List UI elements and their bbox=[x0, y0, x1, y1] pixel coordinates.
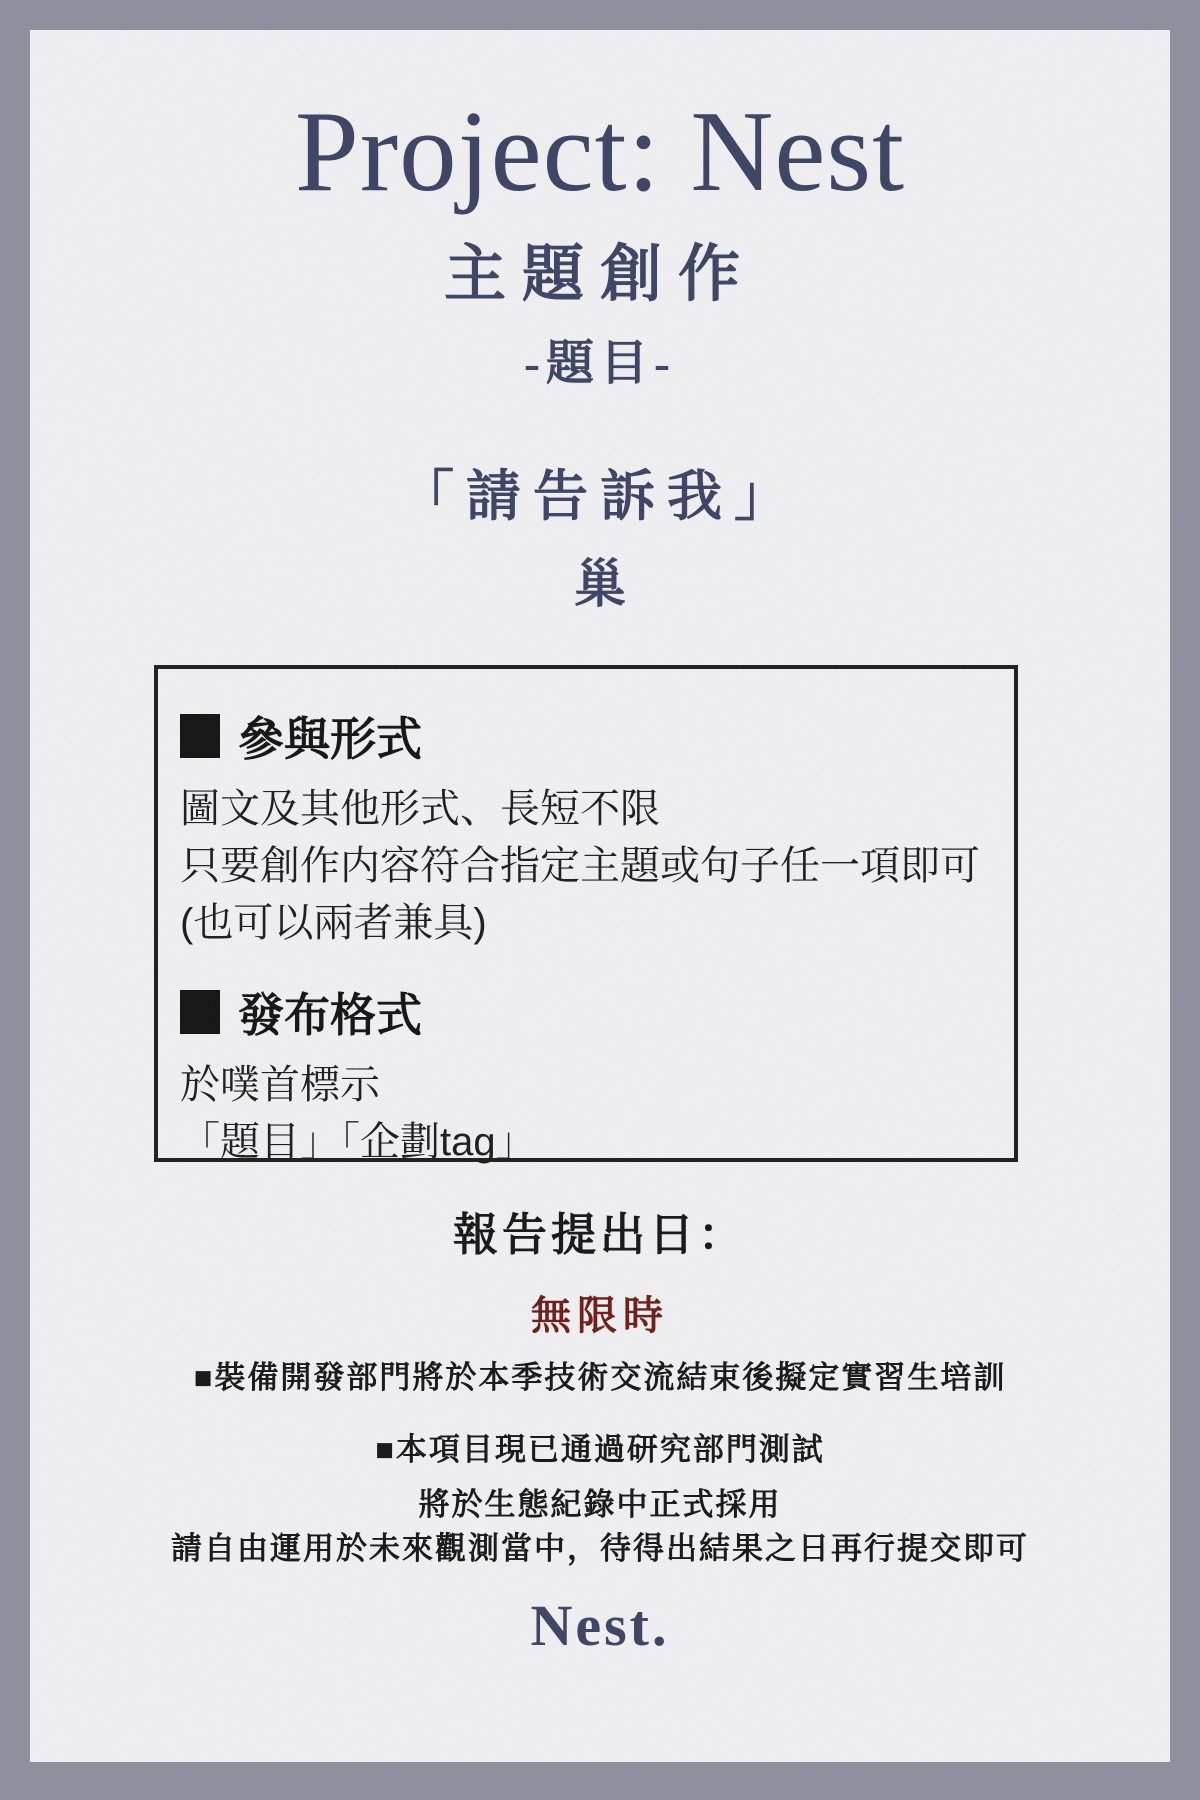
black-square-icon bbox=[180, 990, 220, 1034]
deadline-value: 無限時 bbox=[531, 1293, 669, 1338]
note-line: 請自由運用於未來觀測當中，待得出結果之日再行提交即可 bbox=[171, 1531, 1029, 1566]
info-box bbox=[154, 665, 1018, 1165]
poster-title: Project: Nest bbox=[294, 88, 906, 215]
publish-heading-label: 發布格式 bbox=[238, 990, 422, 1042]
participation-line: 圖文及其他形式、長短不限 bbox=[180, 787, 660, 831]
publish-line: 「題目」「企劃tag」 bbox=[180, 1120, 536, 1165]
footer-logo: Nest. bbox=[530, 1593, 670, 1658]
participation-line: (也可以兩者兼具) bbox=[180, 900, 487, 945]
note-line: ■本項目現已通過研究部門測試 bbox=[375, 1432, 825, 1467]
note-line: 將於生態紀錄中正式採用 bbox=[418, 1487, 782, 1522]
deadline-label: 報告提出日： bbox=[452, 1210, 747, 1260]
theme-sentence: 「請告訴我」 bbox=[398, 466, 801, 527]
participation-heading bbox=[180, 703, 994, 769]
participation-heading-label: 參與形式 bbox=[238, 714, 422, 765]
publish-line: 於噗首標示 bbox=[180, 1063, 380, 1108]
black-square-icon bbox=[180, 714, 220, 758]
publish-heading bbox=[180, 979, 994, 1045]
theme-word: 巢 bbox=[573, 557, 626, 614]
participation-line: 只要創作内容符合指定主題或句子任一項即可 bbox=[180, 843, 980, 888]
note-line: ■裝備開發部門將於本季技術交流結束後擬定實習生培訓 bbox=[193, 1360, 1007, 1395]
poster-subtitle: 主題創作 bbox=[443, 241, 756, 309]
topic-label: -題目- bbox=[524, 337, 676, 390]
